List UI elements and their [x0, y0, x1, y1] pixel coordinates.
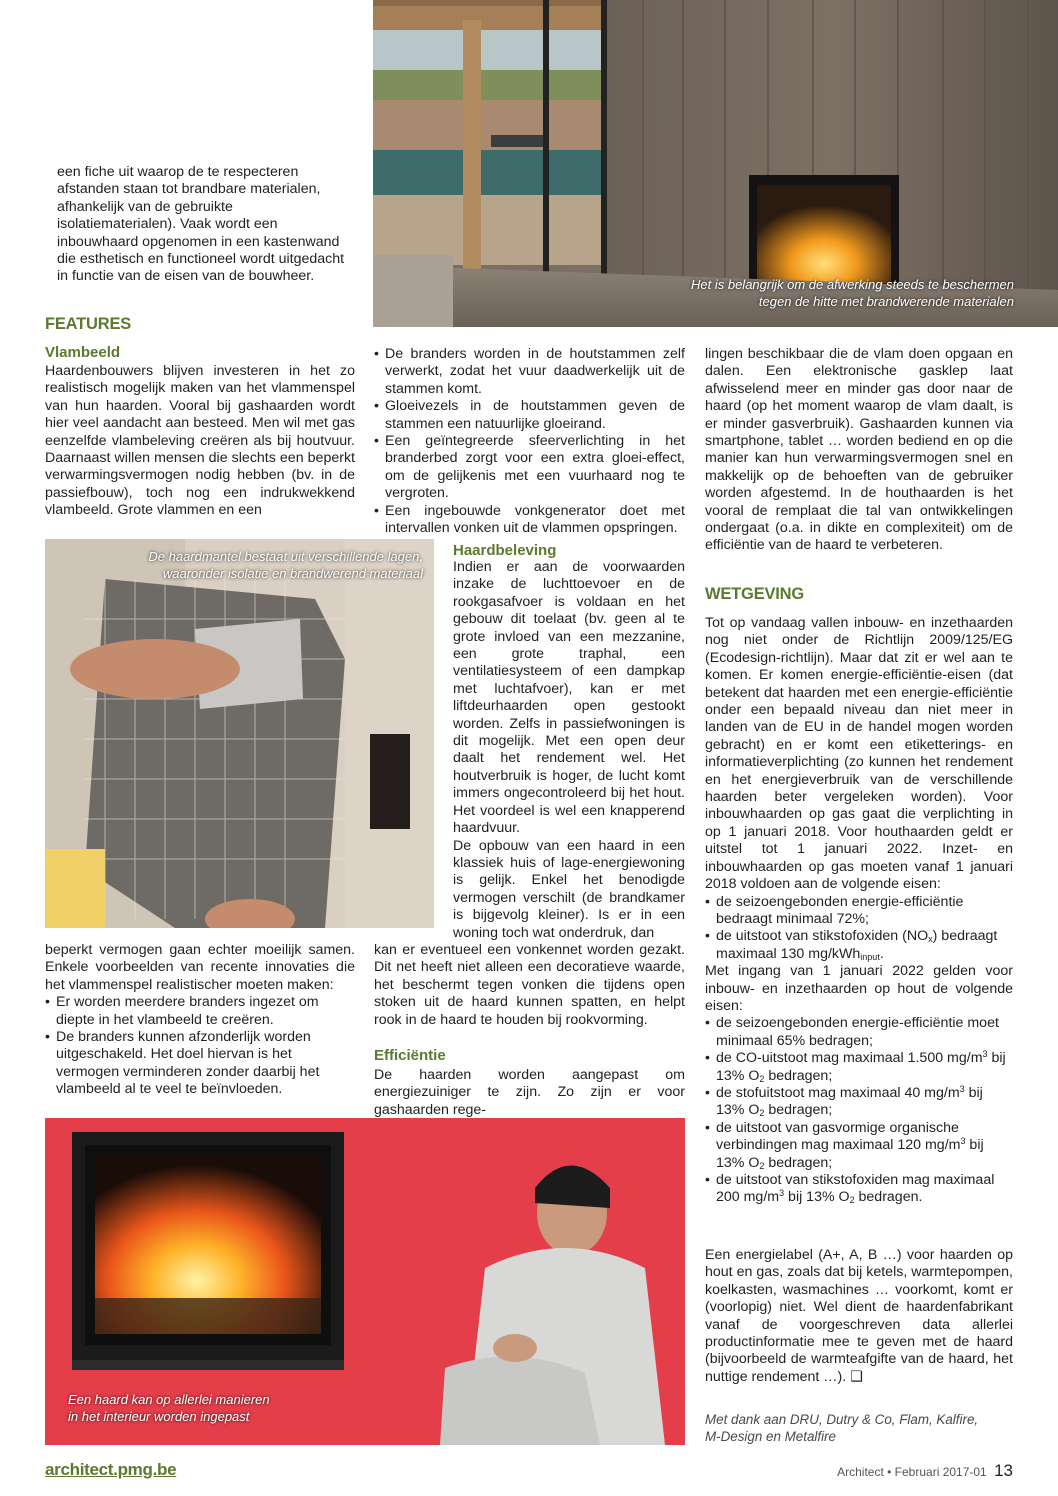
left-photo-caption [105, 548, 423, 582]
text-run: de uitstoot van stikstofoxiden mag maximaal 200 mg/m [716, 1172, 995, 1206]
list-item [705, 928, 1013, 963]
list-item: • de seizoengebonden energie-efficiëntie moet minimaal 65% bedragen; [705, 1015, 1013, 1050]
list-item: • Een ingebouwde vonkgenerator doet met intervallen vonken uit de vlammen opspringen. [374, 503, 685, 538]
list-item: • De branders worden in de houtstammen zelf verwerkt, zodat het vuur daadwerkelijk uit de stammen komt. [374, 346, 685, 398]
caption-line: tegen de hitte met brandwerende materialen [758, 294, 1014, 309]
footer-issue-text: Architect • Februari 2017-01 [837, 1465, 987, 1479]
bottom-photo-caption [68, 1391, 270, 1425]
haardbeleving-title: Haardbeleving [453, 542, 557, 559]
text-run: de stofuitstoot mag maximaal 40 mg/m [716, 1084, 960, 1101]
features-heading: FEATURES [45, 315, 132, 333]
footer-site-link[interactable]: architect.pmg.be [45, 1460, 177, 1479]
wood-requirements-list [705, 1015, 1013, 1206]
list-item [705, 1085, 1013, 1120]
intro-paragraph: een fiche uit waarop de te respecteren afstanden staan tot brandbare materialen, afhankelijk van de gebruikte isolatiematerialen). Vaak wordt een inbouwhaard opgenomen in een kastenwand die esthetisch en functioneel wordt uitgedacht in functie van de eisen van de bouwheer. [57, 164, 345, 285]
subscript: x [928, 934, 933, 945]
subscript: 2 [759, 1160, 765, 1171]
text-run: bij 13% O [784, 1189, 850, 1206]
photo-plastering-mantel [45, 539, 434, 928]
list-item: • Een geïntegreerde sfeerverlichting in het branderbed zorgt voor een extra gloei-effect, om de gelijkenis met een vuurhaard nog te vergroten. [374, 433, 685, 503]
text-run: de CO-uitstoot mag maximaal 1.500 mg/m [716, 1050, 983, 1067]
text-run: bij 13% O [716, 1137, 984, 1171]
text-run: ) bedraagt maximaal 130 mg/kWh [716, 928, 998, 962]
efficientie-paragraph: De haarden worden aangepast om energiezuiniger te zijn. Zo zijn er voor gashaarden rege- [374, 1067, 685, 1118]
text-run: bedragen; [764, 1067, 833, 1084]
plastering-illustration [45, 539, 434, 928]
energielabel-text: Een energielabel (A+, A, B …) voor haarden op hout en gas, zoals dat bij ketels, warmtepompen, koelkasten, wasmachines … voorkomt, komt er (voorlopig) niet. Wel dient de haardenfabrikant vanaf de voorgeschreven data allerlei productinformatie mee te geven met de haard (bijvoorbeeld de warmteafgifte van de haard, het nuttige rendement …). [705, 1247, 1013, 1385]
text-run: bij 13% O [716, 1050, 1006, 1084]
text-run: . [879, 945, 884, 962]
wetgeving-paragraph-2: Met ingang van 1 januari 2022 gelden voor inbouw- en inzethaarden op hout de volgende eisen: [705, 963, 1013, 1014]
vlambeeld-paragraph: Haardenbouwers blijven investeren in het zo realistisch mogelijk maken van het vlammenspel van hun haarden. Vooral bij gashaarden wordt hier veel aandacht aan besteed. Men wil met gas eenzelfde vlambeleving creëren als bij houtvuur. Daarnaast willen mensen die slechts een beperkt verwarmingsvermogen nodig hebben (bv. in de passiefbouw), toch nog een indrukwekkend vlambeeld. Grote vlammen en een [45, 363, 355, 519]
text-run: bedragen; [764, 1102, 833, 1119]
superscript: 3 [959, 1083, 965, 1094]
superscript: 3 [779, 1188, 785, 1199]
credits-line: Met dank aan DRU, Dutry & Co, Flam, Kalfire, [705, 1412, 979, 1427]
subscript: input [860, 951, 880, 962]
energielabel-paragraph [705, 1247, 1013, 1386]
efficientie-paragraph-continued: lingen beschikbaar die de vlam doen opgaan en dalen. Een elektronische gasklep laat afwisselend meer en minder gas door naar de haard (op het moment waarop de vlam daalt, is er minder gasverbruik). Gashaarden kunnen via smartphone, tablet … worden bediend en op die manier kan hun verwarmingsvermogen snel en makkelijk op de behoeften van de gebruiker worden afgestemd. In de houthaarden is het vooral de remplaat die tal van ontwikkelingen ondergaat (o.a. in dikte en complexiteit) om de efficiëntie van de haard te verbeteren. [705, 346, 1013, 554]
page-number: 13 [994, 1461, 1013, 1480]
list-item [705, 1050, 1013, 1085]
list-item: • Er worden meerdere branders ingezet om diepte in het vlambeeld te creëren. [45, 994, 355, 1029]
wetgeving-heading: WETGEVING [705, 585, 805, 603]
subscript: 2 [759, 1073, 765, 1084]
text-run: de uitstoot van gasvormige organische verbindingen mag maximaal 120 mg/m [716, 1119, 961, 1154]
superscript: 3 [960, 1136, 966, 1147]
text-run: bij 13% O [716, 1084, 983, 1119]
footer-issue [837, 1461, 1013, 1481]
vlambeeld-continued-text: beperkt vermogen gaan echter moeilijk samen. Enkele voorbeelden van recente innovaties die het vlammenspel realistischer moeten maken: [45, 942, 355, 993]
list-item [705, 1172, 1013, 1207]
haardbeleving-paragraph-1: Indien er aan de voorwaarden inzake de luchttoevoer en de rookgasafvoer is voldaan en het gebouw dit toelaat (bv. geen al te grote invloed van een mezzanine, een grote traphal, een ventilatiesysteem of een dampkap met luchtafvoer), kan er met liftdeurhaarden open gestookt worden. Zelfs in passiefwoningen is dit mogelijk. Met een open deur daalt het rendement wel. Het houtverbruik is hoger, de lucht komt immers ongecontroleerd bij het hout. Het voordeel is wel een knapperend haardvuur. [453, 559, 685, 837]
innovations-list-mid [374, 346, 685, 537]
wetgeving-paragraph-1: Tot op vandaag vallen inbouw- en inzethaarden nog niet onder de Richtlijn 2009/125/EG (Ecodesign-richtlijn). Maar dat zit er wel aan te komen. Er komen energie-efficiëntie-eisen (dat betekent dat haarden met een energie-efficiëntie onder een bepaald niveau dan niet meer in landen van de EU in de handel mogen worden gebracht) en er komt een etiketterings- en informatieverplichting (zo kunnen het rendement en het energieverbruik van de verschillende haarden beter vergeleken worden). Voor inbouwhaarden op gas gaat die verplichting in op 1 januari 2018. Voor houthaarden geldt er uitstel tot 1 januari 2022. Inzet- en inbouwhaarden op gas moeten vanaf 1 januari 2018 voldoen aan de volgende eisen: [705, 615, 1013, 893]
top-photo-caption [691, 276, 1014, 310]
wetgeving-section [705, 615, 1013, 1207]
credits [705, 1411, 1013, 1446]
text-run: bedragen; [764, 1154, 833, 1171]
caption-line: Het is belangrijk om de afwerking steeds te beschermen [691, 277, 1014, 292]
innovations-list-left [45, 994, 355, 1098]
vlambeeld-paragraph-continued [45, 942, 355, 1099]
subscript: 2 [849, 1195, 855, 1206]
end-mark-icon: ❑ [850, 1368, 863, 1385]
list-item: • De branders kunnen afzonderlijk worden uitgeschakeld. Het doel hiervan is het vermogen verminderen zonder daarbij het vlambeeld al te veel te beïnvloeden. [45, 1029, 355, 1099]
text-run: bedragen. [854, 1189, 923, 1206]
list-item: • de seizoengebonden energie-efficiëntie bedraagt minimaal 72%; [705, 894, 1013, 929]
superscript: 3 [982, 1049, 988, 1060]
caption-line: Een haard kan op allerlei manieren [68, 1392, 270, 1407]
haardbeleving-paragraph-2: De opbouw van een haard in een klassiek huis of lage-energiewoning is gelijk. Enkel het benodigde vermogen verschilt (de brandkamer is bijgevolg kleiner). Is er in een woning toch wat onderdruk, dan [453, 837, 685, 941]
caption-line: De haardmantel bestaat uit verschillende lagen, [148, 549, 423, 564]
haardbeleving-paragraph-3: kan er eventueel een vonkennet worden gezakt. Dit net heeft niet alleen een decoratieve waarde, het beschermt tegen vonken die tijdens open stoken uit de haard kunnen spatten, en helpt rook in de haard te houden bij rookvorming. [374, 942, 685, 1028]
list-item [705, 1120, 1013, 1172]
list-item: • Gloeivezels in de houtstammen geven de stammen een natuurlijke gloeirand. [374, 398, 685, 433]
text-run: de uitstoot van stikstofoxiden (NO [716, 928, 929, 945]
efficientie-title: Efficiëntie [374, 1047, 446, 1064]
haardbeleving-section [453, 542, 685, 942]
vlambeeld-title: Vlambeeld [45, 344, 121, 361]
credits-line: M-Design en Metalfire [705, 1429, 836, 1445]
gas-requirements-list [705, 894, 1013, 964]
caption-line: waaronder isolatie en brandwerend materiaal [162, 566, 423, 581]
caption-line: in het interieur worden ingepast [68, 1409, 250, 1424]
subscript: 2 [759, 1108, 765, 1119]
